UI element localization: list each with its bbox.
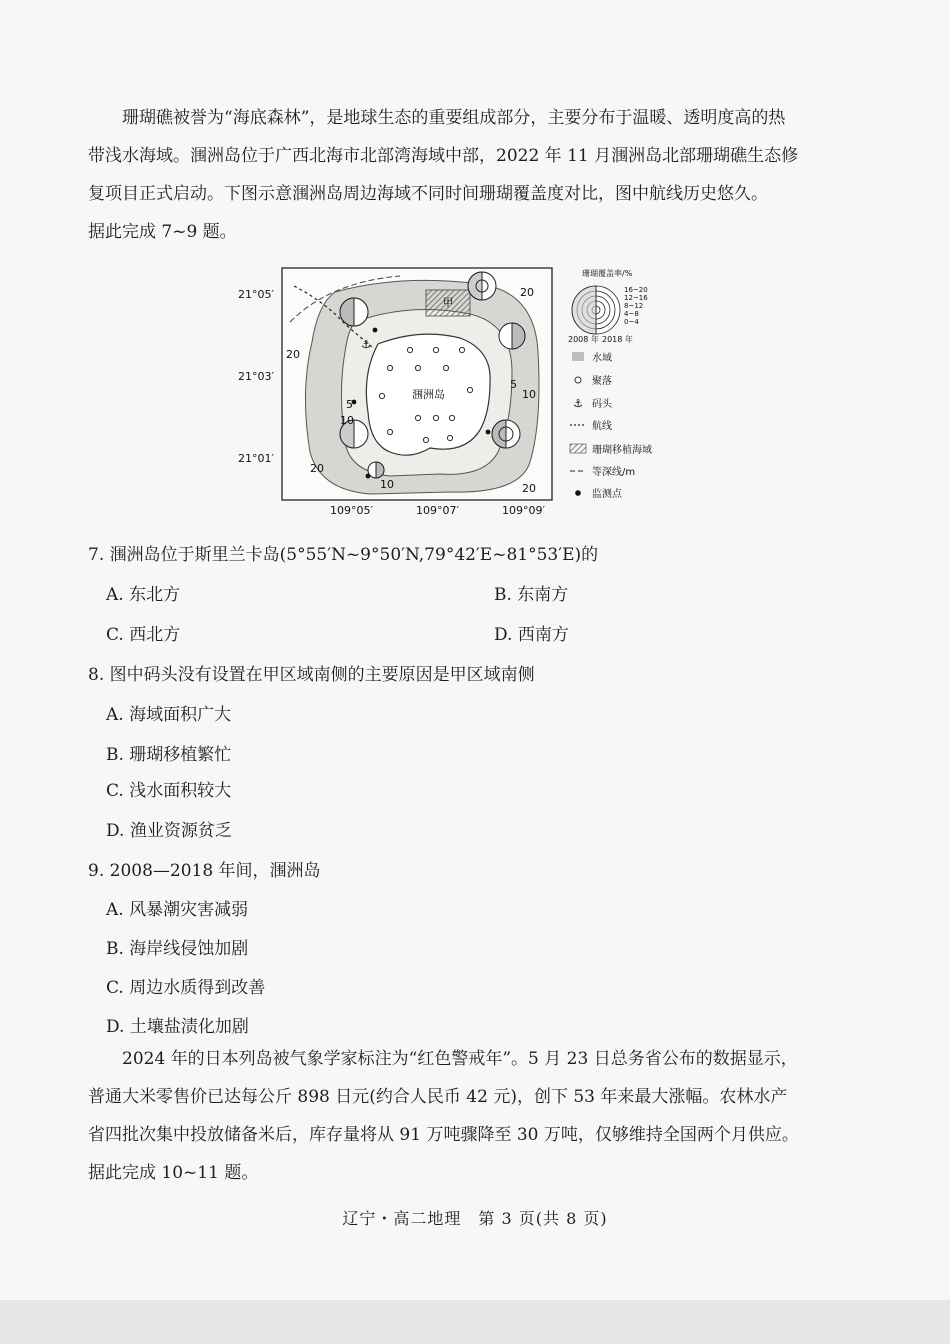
page-footer: 辽宁・高二地理 第 3 页(共 8 页)	[342, 1209, 608, 1228]
coral-map-figure	[238, 262, 690, 520]
svg-text:10: 10	[340, 414, 354, 427]
svg-text:珊瑚移植海域: 珊瑚移植海域	[592, 445, 652, 456]
q8-option-b: B. 珊瑚移植繁忙	[106, 745, 232, 765]
legend-settlement-icon	[575, 377, 581, 383]
svg-text:21°01′: 21°01′	[238, 452, 274, 465]
svg-text:109°09′: 109°09′	[502, 504, 545, 517]
q8-option-a: A. 海域面积广大	[106, 705, 232, 725]
legend-water-swatch	[572, 352, 584, 361]
q9-option-d: D. 土壤盐渍化加剧	[106, 1017, 249, 1037]
svg-text:聚落: 聚落	[592, 376, 612, 387]
svg-text:12~16: 12~16	[624, 294, 648, 302]
svg-text:码头: 码头	[592, 399, 612, 410]
svg-text:21°03′: 21°03′	[238, 370, 274, 383]
svg-text:水域: 水域	[592, 353, 612, 364]
svg-text:20: 20	[522, 482, 536, 495]
q8-option-d: D. 渔业资源贫乏	[106, 821, 232, 841]
svg-text:航线: 航线	[592, 421, 612, 432]
svg-text:21°05′: 21°05′	[238, 288, 274, 301]
svg-text:2008 年: 2008 年	[568, 335, 599, 344]
svg-text:珊瑚覆盖率/%: 珊瑚覆盖率/%	[582, 269, 633, 278]
svg-text:10: 10	[522, 388, 536, 401]
intro-passage-coral: 珊瑚礁被誉为“海底森林”，是地球生态的重要组成部分，主要分布于温暖、透明度高的热 带浅水海域。涠洲岛位于广西北海市北部湾海域中部，2022 年 11 月涠洲岛北部珊瑚礁生态修 复项目正式启动。下图示意涠洲岛周边海域不同时间珊瑚覆盖度对比，图中航线历史悠久。 据此完成 7~9 题。	[88, 108, 799, 242]
scan-margin	[0, 1300, 950, 1344]
svg-text:20: 20	[286, 348, 300, 361]
legend-wharf-icon: ⚓	[573, 397, 583, 410]
intro-passage-rice: 2024 年的日本列岛被气象学家标注为“红色警戒年”。5 月 23 日总务省公布的数据显示， 普通大米零售价已达每公斤 898 日元(约合人民币 42 元)，创下 53 年来最大涨幅。农林水产 省四批次集中投放储备米后，库存量将从 91 万吨骤降至 30 万吨，仅够维持全国两个月供应。 据此完成 10~11 题。	[88, 1049, 799, 1183]
svg-text:甲: 甲	[442, 296, 454, 309]
svg-text:20: 20	[520, 286, 534, 299]
map-legend	[568, 268, 652, 500]
question-9-stem: 9. 2008—2018 年间，涠洲岛	[88, 861, 321, 881]
island-label: 涠洲岛	[412, 388, 445, 401]
q7-option-d: D. 西南方	[494, 625, 569, 645]
q9-option-a: A. 风暴潮灾害减弱	[106, 900, 249, 920]
q9-option-b: B. 海岸线侵蚀加剧	[106, 939, 249, 959]
svg-text:2018 年: 2018 年	[602, 335, 633, 344]
q7-option-c: C. 西北方	[106, 625, 181, 645]
svg-text:4~8: 4~8	[624, 310, 639, 318]
q7-option-b: B. 东南方	[494, 585, 569, 605]
svg-text:0~4: 0~4	[624, 318, 639, 326]
svg-text:5: 5	[346, 398, 353, 411]
question-7-stem: 7. 涠洲岛位于斯里兰卡岛(5°55′N~9°50′N,79°42′E~81°53′E)的	[88, 545, 599, 565]
wharf-icon: ⚓	[361, 338, 371, 351]
svg-text:20: 20	[310, 462, 324, 475]
longitude-labels	[330, 504, 545, 517]
svg-text:等深线/m: 等深线/m	[592, 467, 636, 478]
legend-monitor-icon	[575, 490, 581, 496]
svg-text:109°07′: 109°07′	[416, 504, 459, 517]
svg-text:10: 10	[380, 478, 394, 491]
q7-option-a: A. 东北方	[106, 585, 181, 605]
q9-option-c: C. 周边水质得到改善	[106, 978, 266, 998]
legend-transplant-swatch	[570, 444, 586, 453]
svg-text:监测点: 监测点	[592, 489, 622, 500]
svg-text:5: 5	[510, 378, 517, 391]
svg-text:109°05′: 109°05′	[330, 504, 373, 517]
question-8-stem: 8. 图中码头没有设置在甲区域南侧的主要原因是甲区域南侧	[88, 665, 535, 685]
svg-text:16~20: 16~20	[624, 286, 648, 294]
svg-text:8~12: 8~12	[624, 302, 644, 310]
q8-option-c: C. 浅水面积较大	[106, 781, 232, 801]
